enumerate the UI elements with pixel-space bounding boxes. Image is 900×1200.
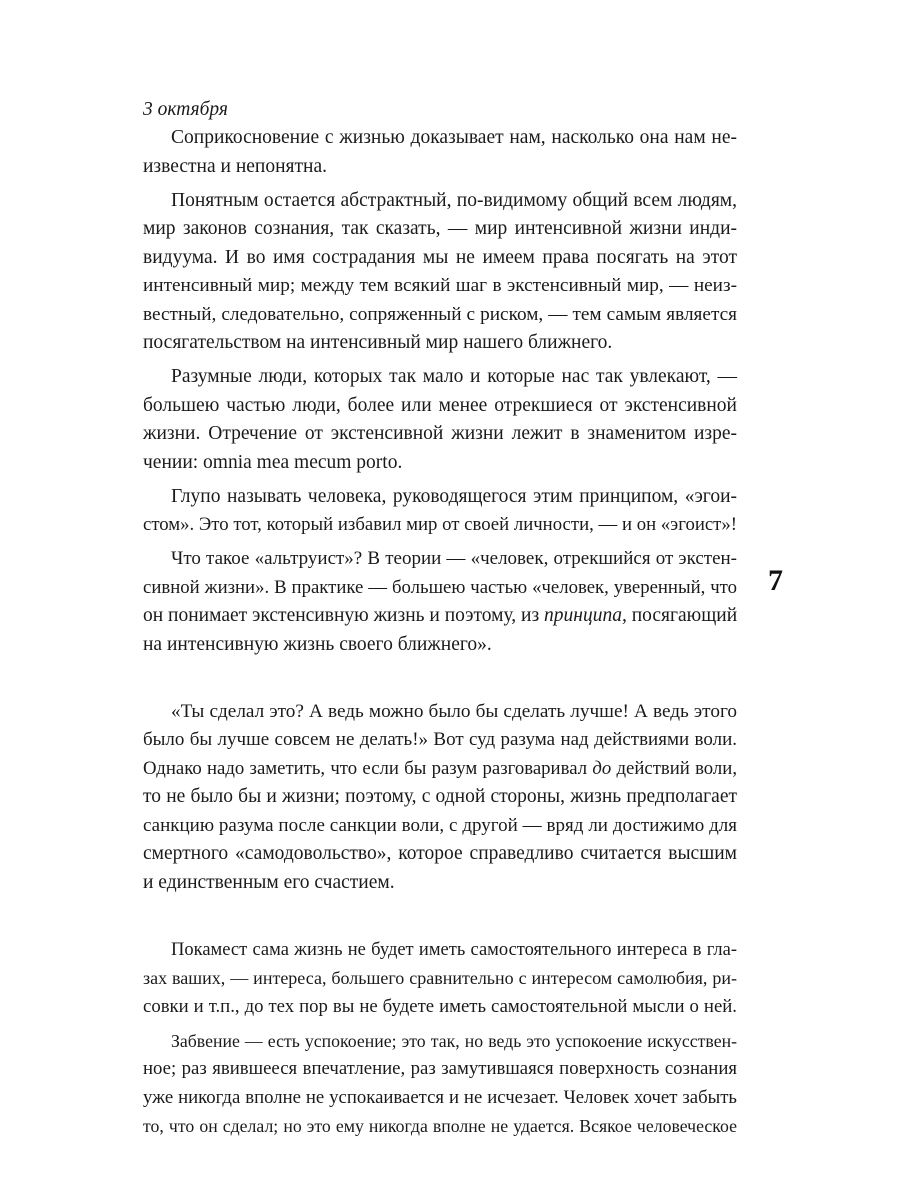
text-line: посягательством на интенсивный мир нашего ближнего. (143, 332, 613, 353)
emphasis-text: принципа, (544, 605, 627, 626)
text-line: чении: omnia mea mecum porto. (143, 451, 403, 473)
text-line: совки и т.п., до тех пор вы не будете иметь самостоятельной мысли о ней. (143, 995, 737, 1017)
paragraph (143, 936, 737, 1022)
text-line: большею частью люди, более или менее отрекшиеся от экстенсивной (143, 394, 737, 416)
emphasis-text: до (592, 757, 612, 779)
paragraph (143, 187, 737, 358)
text-line: Забвение — есть успокоение; это так, но ведь это успокоение искусствен- (171, 1030, 737, 1051)
text-run: посягающий (626, 605, 738, 626)
text-line: мир законов сознания, так сказать, — мир интенсивной жизни инди- (143, 218, 737, 239)
text-line: Покамест сама жизнь не будет иметь самостоятельного интереса в гла- (171, 939, 737, 960)
text-line: ное; раз явившееся впечатление, раз замутившаяся поверхность сознания (143, 1058, 737, 1079)
text-line: и единственным его счастием. (143, 871, 395, 893)
text-line: вестный, следовательно, сопряженный с риском, — тем самым является (143, 303, 737, 325)
text-line: интенсивный мир; между тем всякий шаг в экстенсивный мир, — неиз- (143, 275, 737, 296)
text-line: уже никогда вполне не успокаивается и не исчезает. Человек хочет забыть (143, 1086, 737, 1108)
text-line: жизни. Отречение от экстенсивной жизни лежит в знаменитом изре- (143, 423, 737, 444)
text-run: действий воли, (611, 757, 738, 779)
diary-date-heading: 3 октября (143, 99, 228, 120)
text-run: он понимает экстенсивную жизнь и поэтому, из (143, 605, 545, 626)
paragraph (143, 483, 737, 540)
text-line: на интенсивную жизнь своего ближнего». (143, 633, 492, 655)
text-line: то, что он сделал; но это ему никогда вполне не удается. Всякое человеческое (143, 1116, 737, 1136)
text-line: сивной жизни». В практике — большею частью «человек, уверенный, что (143, 576, 737, 598)
text-line: смертного «самодовольство», которое справедливо считается высшим (143, 843, 737, 864)
text-line: видуума. И во имя сострадания мы не имеем права посягать на этот (143, 246, 737, 268)
section-gap (143, 903, 737, 936)
text-line: санкцию разума после санкции воли, с другой — вряд ли достижимо для (143, 814, 737, 836)
paragraph (143, 545, 737, 659)
paragraph (143, 363, 737, 477)
text-line-with-emphasis (143, 755, 737, 784)
page-text-block (143, 96, 737, 1146)
text-line: было бы лучше совсем не делать!» Вот суд разума над действиями воли. (143, 729, 737, 750)
text-line: Глупо называть человека, руководящегося этим принципом, «эгои- (171, 485, 737, 507)
text-line: Что такое «альтруист»? В теории — «человек, отрекшийся от экстен- (171, 548, 737, 569)
text-line: зах ваших, — интереса, большего сравнительно с интересом самолюбия, ри- (143, 968, 737, 988)
text-line-with-emphasis (143, 602, 737, 631)
paragraph (143, 124, 737, 181)
text-run: Однако надо заметить, что если бы разум разговаривал (143, 757, 593, 779)
text-line: Разумные люди, которых так мало и которые нас так увлекают, — (171, 366, 737, 387)
text-line: то не было бы и жизни; поэтому, с одной стороны, жизнь предполагает (143, 786, 737, 807)
text-line: стом». Это тот, который избавил мир от своей личности, — и он «эгоист»! (143, 514, 737, 535)
paragraph (143, 1027, 737, 1141)
text-line: известна и непонятна. (143, 155, 327, 177)
paragraph (143, 698, 737, 898)
section-gap (143, 665, 737, 698)
text-line: Соприкосновение с жизнью доказывает нам, насколько она нам не- (171, 127, 737, 148)
page-number: 7 (768, 564, 783, 597)
text-line: «Ты сделал это? А ведь можно было бы сделать лучше! А ведь этого (171, 700, 737, 722)
text-line: Понятным остается абстрактный, по-видимому общий всем людям, (171, 189, 737, 211)
